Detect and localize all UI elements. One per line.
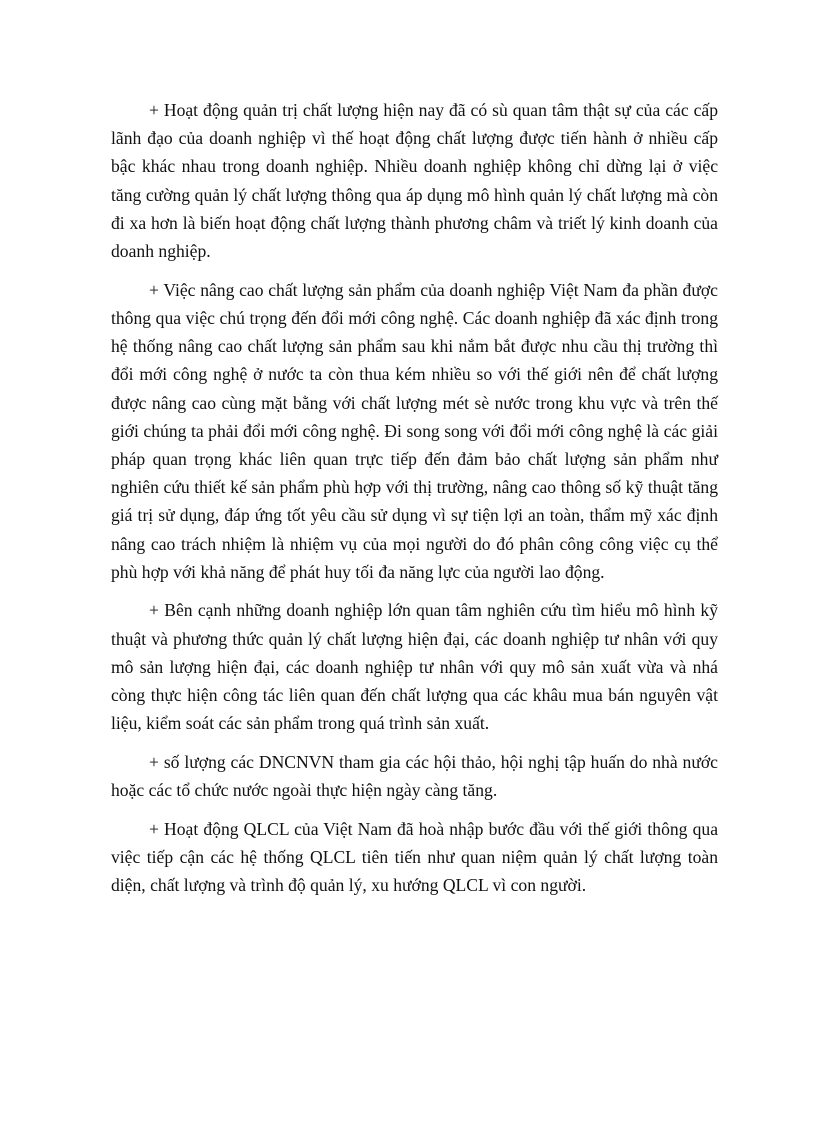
paragraph-2: + Việc nâng cao chất lượng sản phẩm của doanh nghiệp Việt Nam đa phần được thông qua việc chú trọng đến đổi mới công nghệ. Các doanh nghiệp đã xác định trong hệ thống nâng cao chất lượng sản phẩm sau khi nắm bắt được nhu cầu thị trường thì đổi mới công nghệ ở nước ta còn thua kém nhiều so với thế giới nên để chất lượng được nâng cao cùng mặt bằng với chất lượng mét sè nước trong khu vực và trên thế giới chúng ta phải đổi mới công nghệ. Đi song song với đổi mới công nghệ là các giải pháp quan trọng khác liên quan trực tiếp đến đảm bảo chất lượng sản phẩm như nghiên cứu thiết kế sản phẩm phù hợp với thị trường, nâng cao thông số kỹ thuật tăng giá trị sử dụng, đáp ứng tốt yêu cầu sử dụng vì sự tiện lợi an toàn, thẩm mỹ xác định nâng cao trách nhiệm là nhiệm vụ của mọi người do đó phân công công việc cụ thể phù hợp với khả năng để phát huy tối đa năng lực của người lao động. <box>111 279 718 582</box>
paragraph-1: + Hoạt động quản trị chất lượng hiện nay đã có sù quan tâm thật sự của các cấp lãnh đạo của doanh nghiệp vì thế hoạt động chất lượng được tiến hành ở nhiều cấp bậc khác nhau trong doanh nghiệp. Nhiều doanh nghiệp không chỉ dừng lại ở việc tăng cường quản lý chất lượng thông qua áp dụng mô hình quản lý chất lượng mà còn đi xa hơn là biến hoạt động chất lượng thành phương châm và triết lý kinh doanh của doanh nghiệp. <box>111 100 718 262</box>
paragraph-3: + Bên cạnh những doanh nghiệp lớn quan tâm nghiên cứu tìm hiểu mô hình kỹ thuật và phương thức quản lý chất lượng hiện đại, các doanh nghiệp tư nhân với quy mô sản lượng hiện đại, các doanh nghiệp tư nhân với quy mô sản xuất vừa và nhá còng thực hiện công tác liên quan đến chất lượng qua các khâu mua bán nguyên vật liệu, kiểm soát các sản phẩm trong quá trình sản xuất. <box>111 600 718 734</box>
document-page <box>111 96 718 910</box>
paragraph-4: + số lượng các DNCNVN tham gia các hội thảo, hội nghị tập huấn do nhà nước hoặc các tổ chức nước ngoài thực hiện ngày càng tăng. <box>111 751 718 801</box>
paragraph-5: + Hoạt động QLCL của Việt Nam đã hoà nhập bước đầu với thế giới thông qua việc tiếp cận các hệ thống QLCL tiên tiến như quan niệm quản lý chất lượng toàn diện, chất lượng và trình độ quản lý, xu hướng QLCL vì con người. <box>111 818 718 896</box>
